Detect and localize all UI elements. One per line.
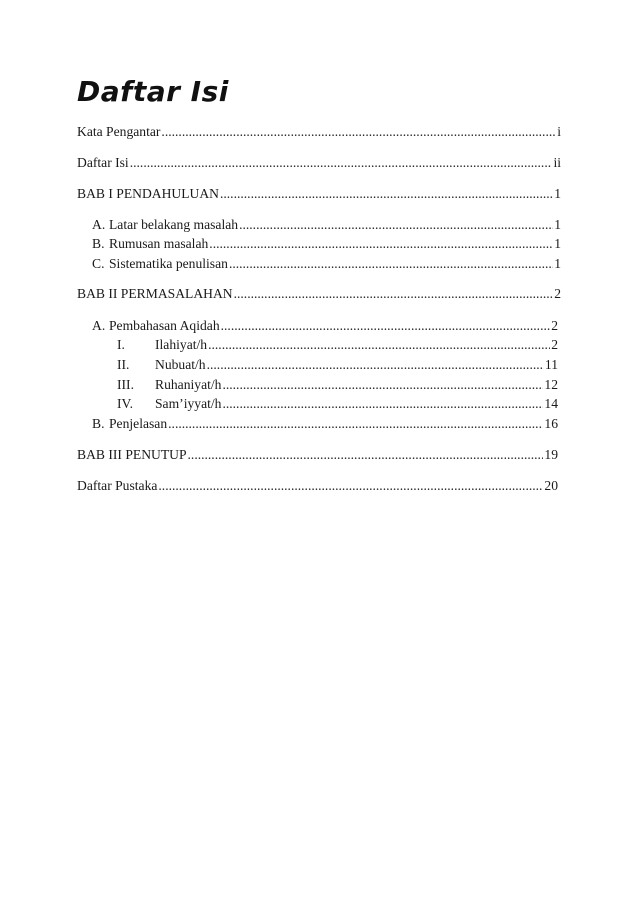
toc-entry-bab-1[interactable] xyxy=(77,186,561,202)
toc-entry-bab-2[interactable] xyxy=(77,286,561,302)
dot-leader xyxy=(208,337,550,353)
toc-entry-label: Rumusan masalah xyxy=(109,236,209,251)
toc-entry-page: 2 xyxy=(551,337,558,352)
toc-entry-number: III. xyxy=(117,377,134,392)
dot-leader xyxy=(221,318,551,334)
toc-entry-label: Latar belakang masalah xyxy=(109,217,239,232)
toc-entry-page: 1 xyxy=(554,236,561,251)
toc-entry-page: 1 xyxy=(554,256,561,271)
toc-entry-page: ii xyxy=(553,155,561,170)
dot-leader xyxy=(188,447,544,463)
toc-entry-label: Kata Pengantar xyxy=(77,124,161,139)
dot-leader xyxy=(234,286,554,302)
dot-leader xyxy=(222,377,543,393)
toc-entry-number: IV. xyxy=(117,396,133,411)
toc-entry-label: Nubuat/h xyxy=(155,357,206,372)
toc-entry-page: 2 xyxy=(554,286,561,301)
toc-entry-bab-2-a[interactable] xyxy=(92,318,558,334)
toc-entry-page: 1 xyxy=(554,217,561,232)
toc-entry-number: I. xyxy=(117,337,125,352)
toc-entry-page: 19 xyxy=(544,447,558,462)
toc-entry-page: i xyxy=(557,124,561,139)
toc-entry-number: A. xyxy=(92,217,106,232)
toc-entry-label: BAB I PENDAHULUAN xyxy=(77,186,219,201)
toc-entry-bab-1-a[interactable] xyxy=(92,217,561,233)
toc-entry-label: Daftar Isi xyxy=(77,155,129,170)
page-title: Daftar Isi xyxy=(77,75,229,108)
dot-leader xyxy=(229,256,553,272)
toc-entry-label: BAB III PENUTUP xyxy=(77,447,187,462)
dot-leader xyxy=(161,124,556,140)
toc-entry-daftar-isi[interactable] xyxy=(77,155,561,171)
toc-entry-number: B. xyxy=(92,236,105,251)
toc-entry-number: B. xyxy=(92,416,105,431)
toc-entry-daftar-pustaka[interactable] xyxy=(77,478,558,494)
toc-entry-page: 1 xyxy=(554,186,561,201)
toc-entry-bab-2-a-ii[interactable] xyxy=(117,357,558,373)
toc-entry-page: 2 xyxy=(551,318,558,333)
toc-entry-label: Penjelasan xyxy=(109,416,168,431)
dot-leader xyxy=(130,155,553,171)
dot-leader xyxy=(222,396,543,412)
dot-leader xyxy=(209,236,553,252)
toc-entry-bab-1-b[interactable] xyxy=(92,236,561,252)
toc-entry-bab-1-c[interactable] xyxy=(92,256,561,272)
dot-leader xyxy=(168,416,543,432)
toc-entry-bab-3[interactable] xyxy=(77,447,558,463)
dot-leader xyxy=(220,186,553,202)
toc-entry-page: 12 xyxy=(544,377,558,392)
toc-entry-kata-pengantar[interactable] xyxy=(77,124,561,140)
toc-entry-bab-2-a-i[interactable] xyxy=(117,337,558,353)
toc-entry-page: 20 xyxy=(544,478,558,493)
dot-leader xyxy=(207,357,544,373)
toc-entry-label: Daftar Pustaka xyxy=(77,478,158,493)
toc-entry-number: II. xyxy=(117,357,130,372)
toc-entry-page: 16 xyxy=(544,416,558,431)
dot-leader xyxy=(239,217,553,233)
toc-entry-page: 14 xyxy=(544,396,558,411)
dot-leader xyxy=(158,478,543,494)
toc-entry-label: Ruhaniyat/h xyxy=(155,377,222,392)
toc-entry-bab-2-b[interactable] xyxy=(92,416,558,432)
toc-entry-bab-2-a-iv[interactable] xyxy=(117,396,558,412)
toc-entry-label: BAB II PERMASALAHAN xyxy=(77,286,233,301)
toc-entry-label: Ilahiyat/h xyxy=(155,337,208,352)
toc-entry-bab-2-a-iii[interactable] xyxy=(117,377,558,393)
toc-entry-label: Sam’iyyat/h xyxy=(155,396,222,411)
toc-entry-label: Pembahasan Aqidah xyxy=(109,318,220,333)
toc-entry-number: C. xyxy=(92,256,105,271)
toc-entry-label: Sistematika penulisan xyxy=(109,256,228,271)
toc-entry-page: 11 xyxy=(544,357,558,372)
toc-entry-number: A. xyxy=(92,318,106,333)
